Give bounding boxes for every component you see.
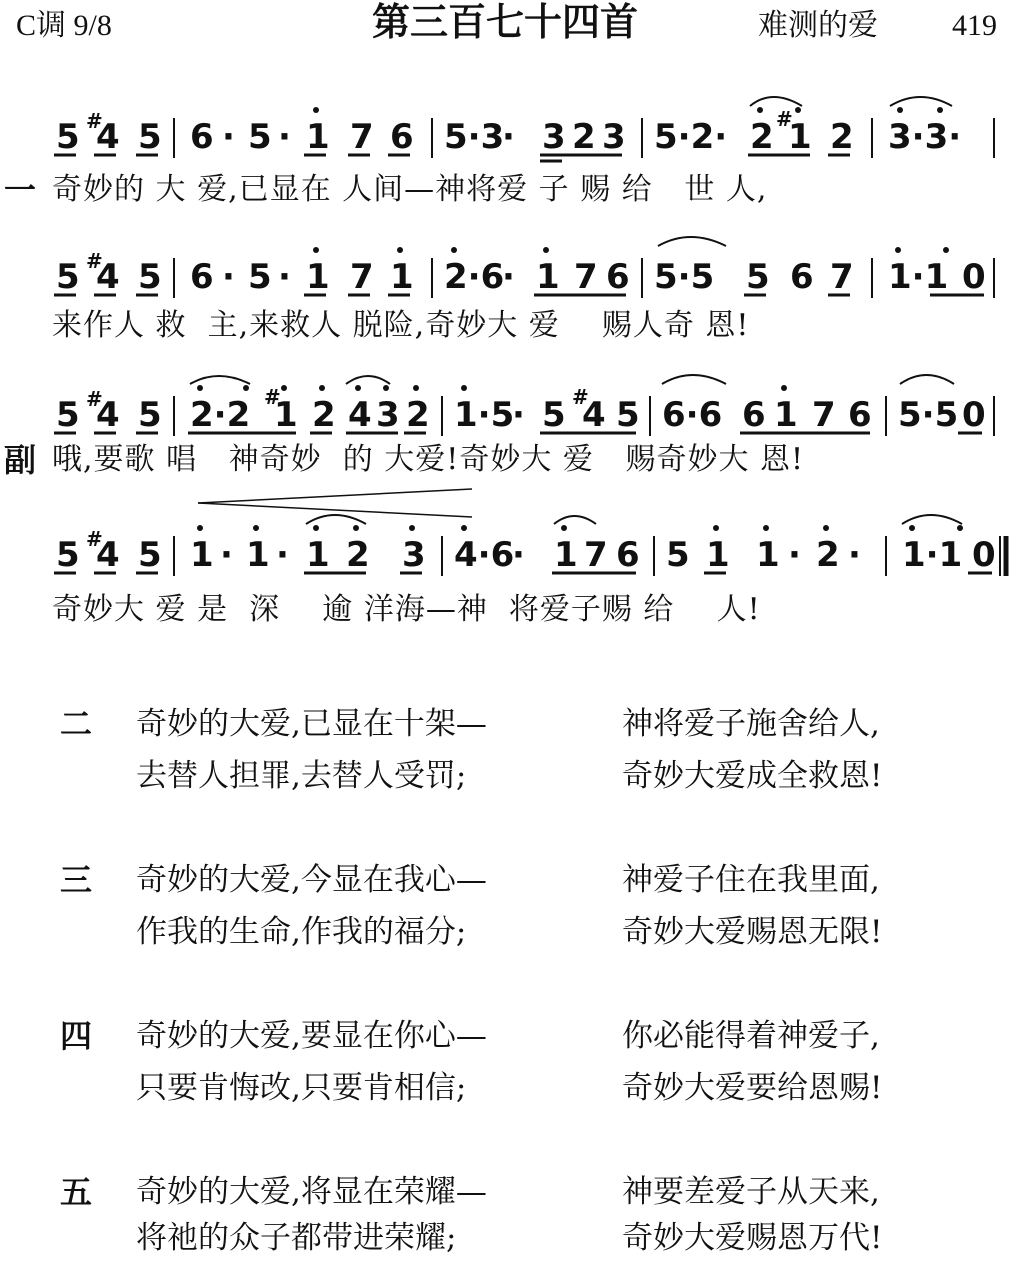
svg-text:3·3·: 3·3· [888,117,962,157]
svg-text:6: 6 [190,117,214,157]
svg-text:5: 5 [138,257,162,297]
svg-text:·: · [502,117,515,157]
svg-text:1: 1 [390,257,414,297]
svg-text:5: 5 [56,395,80,435]
svg-text:7: 7 [574,257,598,297]
verse-text: 奇妙大爱要给恩赐! [622,1070,883,1106]
svg-text:6: 6 [616,535,640,575]
svg-text:4: 4 [96,257,120,297]
svg-text:2: 2 [346,535,370,575]
svg-text:6: 6 [390,117,414,157]
svg-text:·: · [512,395,525,435]
svg-text:5·5: 5·5 [654,257,715,297]
svg-text:2·6: 2·6 [444,257,505,297]
verse-text: 奇妙大爱赐恩万代! [622,1220,883,1256]
svg-text:1·1: 1·1 [902,535,963,575]
lyric-line-2: 来作人 救 主,来救人 脱险,奇妙大 爱 赐人奇 恩! [52,308,750,343]
svg-text:7: 7 [812,395,836,435]
svg-text:#: # [86,527,103,551]
svg-text:·: · [848,535,861,575]
svg-text:1: 1 [774,395,798,435]
svg-text:0: 0 [972,535,996,575]
verse-marker-1: 一 [4,171,37,209]
svg-text:5: 5 [56,535,80,575]
svg-text:·: · [222,117,235,157]
svg-text:6: 6 [790,257,814,297]
verse-text: 你必能得着神爱子, [622,1018,880,1054]
svg-text:6: 6 [848,395,872,435]
svg-text:5: 5 [248,117,272,157]
notation-line-4 [50,518,1000,588]
svg-text:·: · [222,257,235,297]
svg-text:5: 5 [56,257,80,297]
verse-text: 奇妙大爱成全救恩! [622,758,883,794]
notation-line-1-graphic [50,100,1000,170]
svg-text:2·2: 2·2 [190,395,251,435]
svg-text:2: 2 [816,535,840,575]
hymn-subtitle: 难测的爱 [758,8,878,43]
svg-text:5: 5 [138,535,162,575]
verse-text: 奇妙的大爱,要显在你心— [136,1018,487,1054]
svg-text:4: 4 [348,395,372,435]
svg-text:1: 1 [554,535,578,575]
svg-text:6: 6 [190,257,214,297]
key-signature: C调 9/8 [16,9,112,42]
svg-text:4: 4 [96,535,120,575]
verse-number: 四 [60,1017,93,1055]
svg-text:7: 7 [584,535,608,575]
svg-text:1: 1 [190,535,214,575]
notation-line-1 [50,100,1000,170]
svg-text:2: 2 [406,395,430,435]
svg-text:5: 5 [56,117,80,157]
notation-line-2-graphic [50,240,1000,310]
svg-text:5: 5 [746,257,770,297]
svg-text:1·5: 1·5 [454,395,515,435]
lyric-line-3: 哦,要歌 唱 神奇妙 的 大爱!奇妙大 爱 赐奇妙大 恩! [52,442,805,477]
notation-line-2 [50,240,1000,310]
svg-text:5: 5 [138,395,162,435]
verse-3 [60,856,1000,956]
svg-text:1·1: 1·1 [888,257,949,297]
svg-text:2: 2 [750,117,774,157]
svg-text:#: # [86,109,103,133]
svg-text:5·5: 5·5 [898,395,959,435]
svg-text:·: · [278,117,291,157]
verse-number: 三 [60,861,93,899]
svg-text:1: 1 [306,257,330,297]
verse-text: 神要差爱子从天来, [622,1174,880,1210]
verse-5 [60,1168,1000,1263]
svg-text:0: 0 [962,257,986,297]
svg-text:5: 5 [542,395,566,435]
svg-text:7: 7 [830,257,854,297]
svg-text:4: 4 [96,117,120,157]
verse-text: 神将爱子施舍给人, [622,706,880,742]
svg-text:·: · [276,535,289,575]
verse-text: 奇妙大爱赐恩无限! [622,914,883,950]
lyric-line-4: 奇妙大 爱 是 深 逾 洋海—神 将爱子赐 给 人! [52,592,761,627]
notation-line-3-graphic [50,378,1000,448]
svg-text:4: 4 [582,395,606,435]
svg-text:5: 5 [616,395,640,435]
svg-text:1: 1 [246,535,270,575]
page-number: 419 [952,9,997,42]
verse-2 [60,700,1000,800]
svg-text:1: 1 [788,117,812,157]
notation-line-3 [50,378,1000,448]
verse-number: 二 [60,705,93,743]
svg-text:2: 2 [312,395,336,435]
svg-text:1: 1 [536,257,560,297]
svg-text:1: 1 [756,535,780,575]
verse-text: 奇妙的大爱,将显在荣耀— [136,1174,487,1210]
svg-text:5·2·: 5·2· [654,117,728,157]
svg-text:4·6: 4·6 [454,535,515,575]
svg-text:1: 1 [306,535,330,575]
svg-text:3: 3 [402,535,426,575]
verse-text: 奇妙的大爱,今显在我心— [136,862,487,898]
svg-text:#: # [86,249,103,273]
verse-text: 奇妙的大爱,已显在十架— [136,706,487,742]
verse-text: 去替人担罪,去替人受罚; [136,758,467,794]
hymn-title: 第三百七十四首 [371,0,638,44]
svg-text:5: 5 [248,257,272,297]
svg-text:3: 3 [376,395,400,435]
svg-text:5·3: 5·3 [444,117,505,157]
svg-text:1: 1 [306,117,330,157]
svg-text:·: · [220,535,233,575]
svg-text:7: 7 [350,257,374,297]
verse-text: 神爱子住在我里面, [622,862,880,898]
verse-4 [60,1012,1000,1112]
svg-text:6: 6 [742,395,766,435]
chorus-marker: 副 [4,441,37,479]
svg-text:#: # [572,385,589,409]
svg-text:4: 4 [96,395,120,435]
svg-text:1: 1 [274,395,298,435]
svg-text:2: 2 [830,117,854,157]
svg-text:0: 0 [962,395,986,435]
svg-text:#: # [86,387,103,411]
svg-text:5: 5 [666,535,690,575]
svg-text:6·6: 6·6 [662,395,723,435]
svg-text:#: # [776,107,793,131]
svg-text:6: 6 [606,257,630,297]
svg-text:·: · [788,535,801,575]
svg-text:·: · [502,257,515,297]
svg-text:3: 3 [542,117,566,157]
verse-text: 将祂的众子都带进荣耀; [136,1220,457,1256]
verse-number: 五 [60,1173,93,1211]
verse-text: 只要肯悔改,只要肯相信; [136,1070,467,1106]
notation-line-4-graphic [50,518,1000,588]
svg-text:2: 2 [572,117,596,157]
svg-text:·: · [278,257,291,297]
svg-text:5: 5 [138,117,162,157]
svg-text:#: # [264,385,281,409]
lyric-line-1: 奇妙的 大 爱,已显在 人间—神将爱 子 赐 给 世 人, [52,172,768,207]
svg-text:7: 7 [350,117,374,157]
svg-text:3: 3 [602,117,626,157]
svg-text:·: · [512,535,525,575]
verse-text: 作我的生命,作我的福分; [136,914,467,950]
svg-text:1: 1 [706,535,730,575]
